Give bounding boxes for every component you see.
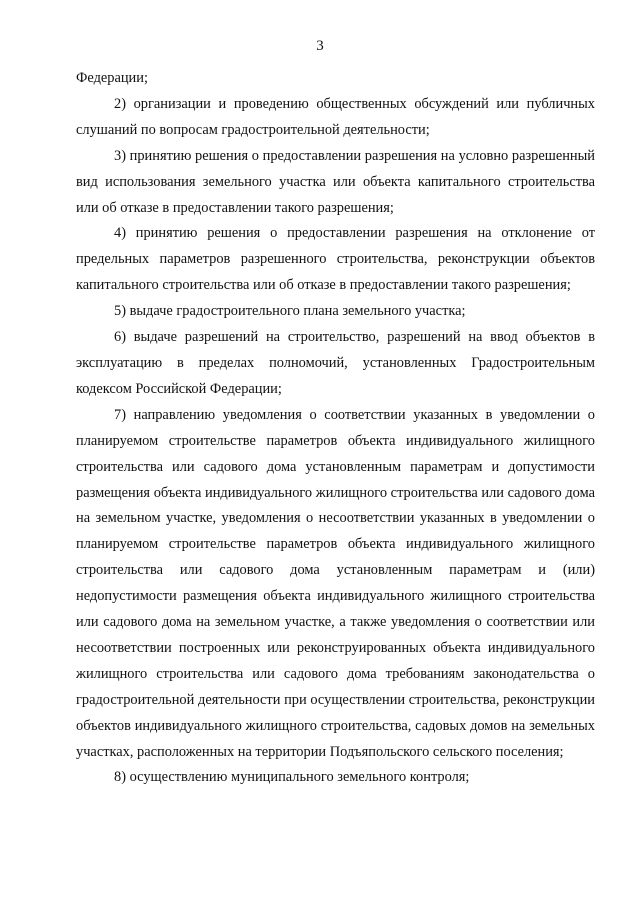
paragraph-continuation: Федерации; <box>76 70 148 86</box>
paragraph-item-8: 8) осуществлению муниципального земельного контроля; <box>114 769 470 786</box>
paragraph-item-4: 4) принятию решения о предоставлении разрешения на отклонение от предельных параметров разрешенного строительства, реконструкции объектов капитального строительства или об отказе в предоставлении такого разрешения; <box>76 225 595 294</box>
page-number: 3 <box>316 38 324 54</box>
paragraph-item-2: 2) организации и проведению общественных обсуждений или публичных слушаний по вопросам градостроительной деятельности; <box>76 95 595 138</box>
paragraph-item-6: 6) выдаче разрешений на строительство, разрешений на ввод объектов в эксплуатацию в пределах полномочий, установленных Градостроительным кодексом Российской Федерации; <box>76 329 595 397</box>
document-body <box>76 66 595 791</box>
paragraph-item-3: 3) принятию решения о предоставлении разрешения на условно разрешенный вид использования земельного участка или объекта капитального строительства или об отказе в предоставлении такого разрешения; <box>76 147 595 216</box>
paragraph-item-5: 5) выдаче градостроительного плана земельного участка; <box>114 303 466 320</box>
paragraph-item-7: 7) направлению уведомления о соответствии указанных в уведомлении о планируемом строительстве параметров объекта индивидуального жилищного строительства или садового дома установленным параметрам и допустимости размещения объекта индивидуального жилищного строительства или садового дома на земельном участке, уведомления о несоответствии указанных в уведомлении о планируемом строительстве параметров объекта индивидуального жилищного строительства или садового дома установленным параметрам и (или) недопустимости размещения объекта индивидуального жилищного строительства или садового дома на земельном участке, а также уведомления о соответствии или несоответствии построенных или реконструированных объекта индивидуального жилищного строительства или садового дома требованиям законодательства о градостроительной деятельности при осуществлении строительства, реконструкции объектов индивидуального жилищного строительства, садовых домов на земельных участках, расположенных на территории Подъяпольского сельского поселения; <box>76 406 595 760</box>
